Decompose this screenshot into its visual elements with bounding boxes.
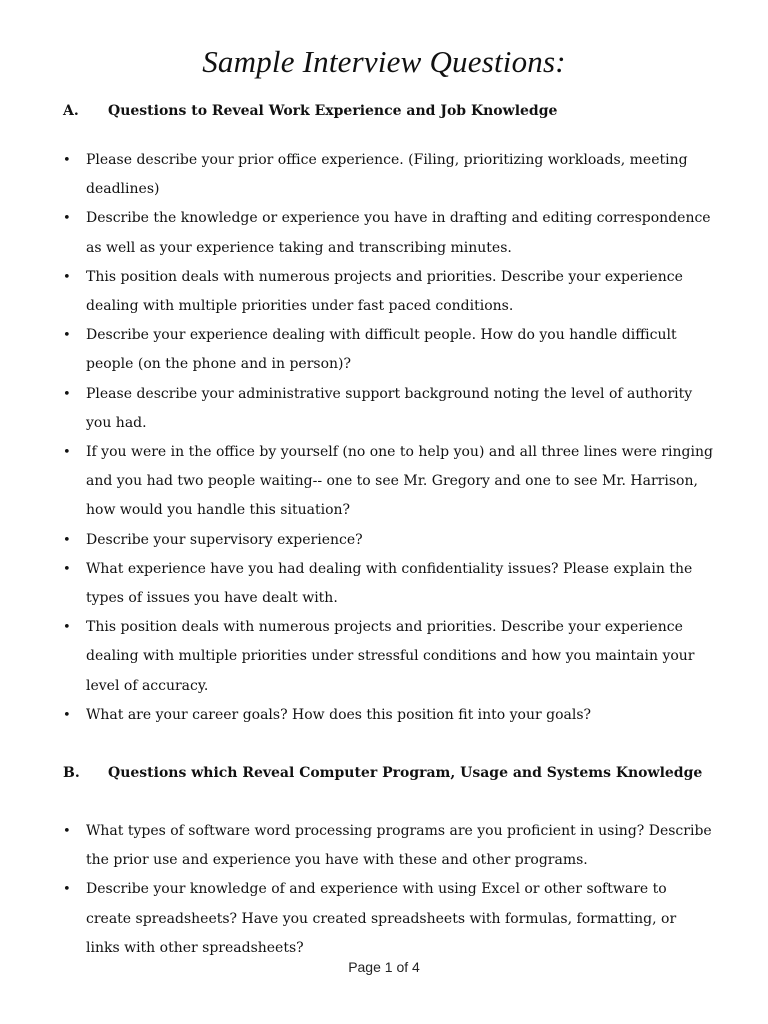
bullet-icon: • (63, 269, 71, 285)
page-number: Page 1 of 4 (348, 959, 420, 975)
bullet-icon: • (63, 532, 71, 548)
question-text: If you were in the office by yourself (no one to help you) and all three lines were ringing and you had two people waiting-- one to see Mr. Gregory and one to see Mr. Harrison, how would you handle this situation? (86, 444, 713, 519)
bullet-icon: • (63, 211, 71, 227)
question-text: This position deals with numerous projects and priorities. Describe your experience dealing with multiple priorities under fast paced conditions. (86, 268, 683, 315)
question-item (63, 555, 713, 613)
question-item (63, 701, 713, 730)
bullet-icon: • (63, 386, 71, 402)
question-text: Describe your knowledge of and experience with using Excel or other software to create spreadsheets? Have you created spreadsheets with formulas, formatting, or links with other spreadsheets? (86, 881, 677, 956)
section-a-question-list (63, 146, 713, 730)
question-text: Describe your experience dealing with difficult people. How do you handle difficult people (on the phone and in person)? (86, 327, 677, 373)
bullet-icon: • (63, 561, 71, 577)
section-b-heading (63, 765, 702, 781)
bullet-icon: • (63, 445, 71, 461)
question-text: Describe the knowledge or experience you have in drafting and editing correspondence as well as your experience taking and transcribing minutes. (86, 210, 711, 256)
question-item (63, 438, 713, 526)
question-item (63, 526, 713, 555)
section-b-question-list (63, 817, 713, 963)
section-a-heading (63, 103, 557, 119)
question-text: What types of software word processing programs are you proficient in using? Describe the prior use and experience you have with these and other programs. (86, 823, 712, 869)
bullet-icon: • (63, 620, 71, 636)
question-item (63, 875, 713, 963)
section-b-letter: B. (63, 765, 80, 781)
section-b-heading-text: Questions which Reveal Computer Program, Usage and Systems Knowledge (108, 765, 703, 781)
question-item (63, 263, 713, 321)
question-text: Please describe your prior office experience. (Filing, prioritizing workloads, meeting deadlines) (86, 152, 688, 198)
question-item (63, 817, 713, 875)
question-text: Please describe your administrative support background noting the level of authority you had. (86, 385, 693, 431)
bullet-icon: • (63, 707, 71, 723)
section-a-heading-text: Questions to Reveal Work Experience and Job Knowledge (108, 103, 558, 119)
question-item (63, 146, 713, 204)
question-text: What are your career goals? How does this position fit into your goals? (86, 706, 592, 723)
question-text: Describe your supervisory experience? (86, 531, 363, 548)
document-title: Sample Interview Questions: (202, 44, 566, 79)
question-item (63, 613, 713, 701)
bullet-icon: • (63, 882, 71, 898)
bullet-icon: • (63, 328, 71, 344)
bullet-icon: • (63, 153, 71, 168)
question-item (63, 380, 713, 438)
question-text: What experience have you had dealing with confidentiality issues? Please explain the types of issues you have dealt with. (86, 560, 693, 607)
question-text: This position deals with numerous projects and priorities. Describe your experience dealing with multiple priorities under stressful conditions and how you maintain your level of accuracy. (86, 619, 695, 694)
bullet-icon: • (63, 824, 71, 839)
question-item (63, 204, 713, 262)
section-a-letter: A. (63, 103, 79, 119)
question-item (63, 321, 713, 379)
